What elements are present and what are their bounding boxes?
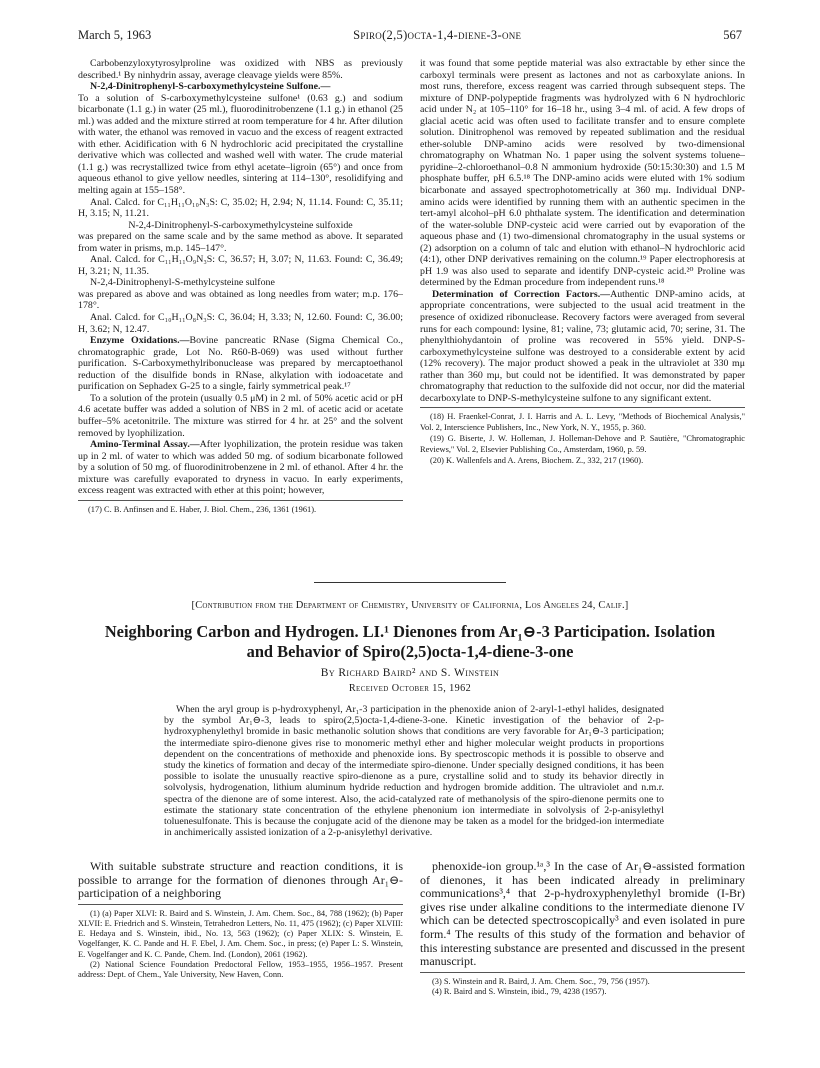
paragraph: Carbobenzyloxytyrosylproline was oxidized with NBS as previously described.¹ By ninhydrin assay, average cleavage yields were 85%.: [78, 58, 403, 81]
section-heading: Amino-Terminal Assay.—: [90, 439, 200, 451]
paragraph: To a solution of S-carboxymethylcysteine sulfone¹ (0.63 g.) and sodium bicarbonate (1.1 g.) in water (25 ml.), fluorodinitrobenzene (1.1 g.) in ethanol (25 ml.) was added and the mixture stirred at room temperature for 4 hr. After dilution with water, the ethanol was removed in vacuo and the excess of reagent extracted with ether. Acidification with 6 N hydrochloric acid precipitated the crystalline derivative which was collected and washed well with water. The crude material (1.1 g.) was recrystallized twice from ethyl acetate–ligroin (65°) and once from aqueous ethanol to give yellow needles, sintering at 114–130°, resolidifying and melting again at 155–158°.: [78, 92, 403, 197]
footnote: (20) K. Wallenfels and A. Arens, Biochem. Z., 332, 217 (1960).: [430, 456, 644, 466]
title-line: Neighboring Carbon and Hydrogen. LI.¹ Dienones from Ar₁⊖-3 Participation. Isolation: [104, 622, 716, 641]
body-right-column: [420, 860, 745, 997]
paragraph: was prepared on the same scale and by the same method as above. It separated from water in prisms, m.p. 145–147°.: [78, 231, 403, 254]
contribution-line: [Contribution from the Department of Chemistry, University of California, Los Angeles 24, Calif.]: [191, 600, 629, 611]
footnote-rule: [78, 904, 403, 905]
paragraph: To a solution of the protein (usually 0.5 μM) in 2 ml. of 50% acetic acid or pH 4.6 acetate buffer was added a solution of NBS in 2 ml. of acetic acid or acetate buffer–5% acetonitrile. The mixture was stirred for 4 hr. at 25° and the solvent removed by lyophilization.: [78, 392, 403, 439]
footnotes: [78, 909, 403, 980]
footnote-rule: [420, 972, 745, 973]
page-header: [78, 28, 742, 46]
paragraph: [78, 439, 403, 497]
received-date: Received October 15, 1962: [348, 683, 472, 694]
paragraph-body: Authentic DNP-amino acids, at appropriate concentrations, were subjected to the usual acid treatment in the presence of oxidized ribonuclease. Recovery factors were averaged from several runs for each compound: lysine, 81; valine, 73; glutamic acid, 70; serine, 31. The phenylthiohydantoin of proline was recovered in 55% yield. DNP-S-carboxymethylcysteine sulfone was destroyed to a considerable extent by acid (12% recovery). The major product showed a peak in the ultraviolet at 330 mμ rather than 360 mμ, but could not be identified. It was demonstrated by paper chromatography that reduction to the sulfoxide did not occur, nor did the material decarboxylate to DNP-S-methylcysteine sulfone to any significant extent.: [420, 288, 745, 404]
footnote: (19) G. Biserte, J. W. Holleman, J. Holleman-Dehove and P. Sautière, "Chromatographic Reviews," Vol. 2, Elsevier Publishing Co., Amsterdam, 1960, p. 59.: [420, 434, 745, 454]
paragraph: phenoxide-ion group.¹ᵃ,³ In the case of Ar₁⊖-assisted formation of dienones, it has been indicated already in preliminary communications³,⁴ that 2-p-hydroxyphenylethyl bromide (I-Br) gives rise under alkaline conditions to the intermediate dienone IV which can be detected spectroscopically³ and even isolated in pure form.⁴ The results of this study of the formation and behavior of this interesting substance are presented and discussed in the present manuscript.: [420, 859, 745, 969]
running-title: Spiro(2,5)octa-1,4-diene-3-one: [353, 28, 522, 42]
analysis-line: Anal. Calcd. for C₁₀H₁₁O₈N₃S: C, 36.04; H, 3.33; N, 12.60. Found: C, 36.00; H, 3.62; N, 12.47.: [78, 312, 403, 335]
section-heading: Determination of Correction Factors.—: [432, 288, 611, 300]
analysis-line: Anal. Calcd. for C₁₁H₁₁O₉N₃S: C, 36.57; H, 3.07; N, 11.63. Found: C, 36.49; H, 3.21; N, 11.35.: [78, 254, 403, 277]
paragraph-body: Bovine pancreatic RNase (Sigma Chemical Co., chromatographic grade, Lot No. R60-B-069) was used without further purification. S-Carboxymethylribonuclease was prepared by mercaptoethanol reduction of the disulfide bonds in RNase, alkylation with iodoacetate and purification on Sephadex G-25 to a single, fairly symmetrical peak.¹⁷: [78, 335, 403, 393]
footnote: (17) C. B. Anfinsen and E. Haber, J. Biol. Chem., 236, 1361 (1961).: [88, 504, 317, 514]
footnote: (2) National Science Foundation Predoctoral Fellow, 1953–1955, 1956–1957. Present address: Dept. of Chem., Yale University, New Haven, Conn.: [78, 959, 403, 979]
authors: By Richard Baird² and S. Winstein: [320, 667, 500, 679]
footnote: (1) (a) Paper XLVI: R. Baird and S. Winstein, J. Am. Chem. Soc., 84, 788 (1962); (b) Paper XLVII: E. Friedrich and S. Winstein, Tetrahedron Letters, No. 11, 475 (1962); (c) Paper XLVIII: E. Hedaya and S. Winstein, ibid., No. 13, 563 (1962); (c) Paper XLIX: S. Winstein, E. Vogelfanger, K. C. Pande and H. F. Ebel, J. Am. Chem. Soc., in press; (e) Paper L: S. Winstein, E. Vogelfanger and K. C. Pande, Chem. Ind. (London), 2061 (1962).: [78, 908, 403, 959]
footnote-rule: [78, 500, 403, 501]
paragraph-body: After lyophilization, the protein residue was taken up in 2 ml. of water to which was added 50 mg. of sodium bicarbonate followed by a solution of 50 mg. of fluorodinitrobenzene in 2 ml. of ethanol. After 4 hr. the mixture was carefully evaporated to dryness in vacuo. In early experiments, excess reagent was extracted with ether at this point; however,: [78, 439, 403, 497]
footnote-rule: [420, 407, 745, 408]
page-number: 567: [723, 28, 742, 42]
paragraph: With suitable substrate structure and reaction conditions, it is possible to arrange for the formation of dienones through Ar₁⊖-participation of a neighboring: [78, 859, 403, 901]
abstract: When the aryl group is p-hydroxyphenyl, Ar₁-3 participation in the phenoxide anion of 2-aryl-1-ethyl halides, designated by the symbol Ar₁⊖-3, leads to spiro(2,5)octa-1,4-diene-3-one. Kinetic investigation of the behavior of 2-p-hydroxyphenylethyl bromide in basic methanolic solution shows that conditions are very favorable for Ar₁⊖-3 participation; the intermediate spiro-dienone gives rise to monomeric methyl ether and higher molecular weight products in proportions dependent on the concentrations of methoxide and phenoxide ions. By spectroscopic methods it is possible to observe and study the kinetics of formation and decay of the intermediate spiro-dienone. Under specially designed conditions, it has been possible to isolate the unusually reactive spiro-dienone as a pure, crystalline solid and to study its behavior directly in solvolysis, hydrogenation, lithium aluminum hydride reduction and hydrogen bromide addition. The ultraviolet and n.m.r. spectra of the dienone are of some interest. Also, the acid-catalyzed rate of methanolysis of the spiro-dienone permits one to estimate the stationary state concentration of the ethylene phenonium ion intermediate in solvolysis of 2-p-anisylethyl toluenesulfonate. This is because the conjugate acid of the dienone may be taken as a model for the bridged-ion intermediate in anchimerically assisted ionization of a 2-p-anisylethyl derivative.: [164, 704, 664, 839]
section-heading: Enzyme Oxidations.—: [90, 335, 190, 347]
paragraph: [420, 289, 745, 404]
section-heading: N-2,4-Dinitrophenyl-S-carboxymethylcysteine sulfoxide: [128, 219, 353, 231]
left-column: [78, 58, 403, 516]
footnote: (3) S. Winstein and R. Baird, J. Am. Chem. Soc., 79, 756 (1957).: [432, 976, 650, 986]
title-line: and Behavior of Spiro(2,5)octa-1,4-diene-3-one: [246, 642, 574, 661]
footnotes: [420, 977, 745, 997]
paragraph: it was found that some peptide material was also extractable by ether since the carboxyl terminals were present as lactones and not as carboxylate anions. In most runs, therefore, excess reagent was carried through subsequent steps. The mixture of DNP-polypeptide fragments was hydrolyzed with 6 N hydrochloric acid under N₂ at 105–110° for 16–18 hr., using 3–4 ml. of acid. A few drops of glacial acetic acid was often used to facilitate transfer and to ensure complete solution. Dinitrophenol was removed by repeated sublimation and the residual ether-soluble DNP-amino acids were resolved by two-dimensional chromatography on Whatman No. 1 paper using the solvent systems toluene–pyridine–2-chloroethanol–0.8 N ammonium hydroxide (50:15:30:30) and 1.5 M phosphate buffer, pH 6.5.¹⁸ The DNP-amino acids were eluted with 1% sodium bicarbonate and assayed spectrophotometrically at 360 mμ. Individual DNP-amino acids were identified by running them with an authentic specimen in the tert-amyl alcohol–pH 6.0 phthalate system. The identification and determination of the water-soluble DNP-cysteic acid were carried out by evaporation of the aqueous phase and (1) two-dimensional chromatography in the usual systems or (2) adsorption on a column of talc and elution with ethanol–N hydrochloric acid (4:1), other DNP derivatives remaining on the column.¹⁹ Paper electrophoresis at pH 1.9 was also used to separate and identify DNP-cysteic acid.²⁰ Proline was determined by the Edman procedure from independent runs.¹⁸: [420, 58, 745, 289]
paragraph: was prepared as above and was obtained as long needles from water; m.p. 176–178°.: [78, 288, 403, 312]
analysis-line: Anal. Calcd. for C₁₁H₁₁O₁₀N₃S: C, 35.02; H, 2.94; N, 11.14. Found: C, 35.11; H, 3.15; N, 11.21.: [78, 196, 403, 220]
article-title: [78, 622, 742, 662]
section-heading: N-2,4-Dinitrophenyl-S-carboxymethylcysteine Sulfone.—: [90, 81, 331, 93]
right-column: [420, 58, 745, 467]
article-separator: [314, 582, 506, 583]
body-left-column: [78, 860, 403, 980]
footnotes: [78, 505, 403, 515]
paragraph: [78, 335, 403, 393]
footnote: (4) R. Baird and S. Winstein, ibid., 79, 4238 (1957).: [432, 986, 607, 996]
section-heading: N-2,4-Dinitrophenyl-S-methylcysteine sulfone: [90, 277, 275, 289]
footnote: (18) H. Fraenkel-Conrat, J. I. Harris and A. L. Levy, "Methods of Biochemical Analysis," Vol. 2, Interscience Publishers, Inc., New York, N. Y., 1955, p. 360.: [420, 412, 745, 432]
footnotes: [420, 412, 745, 466]
header-date: March 5, 1963: [78, 28, 152, 42]
paragraph: [78, 81, 403, 93]
